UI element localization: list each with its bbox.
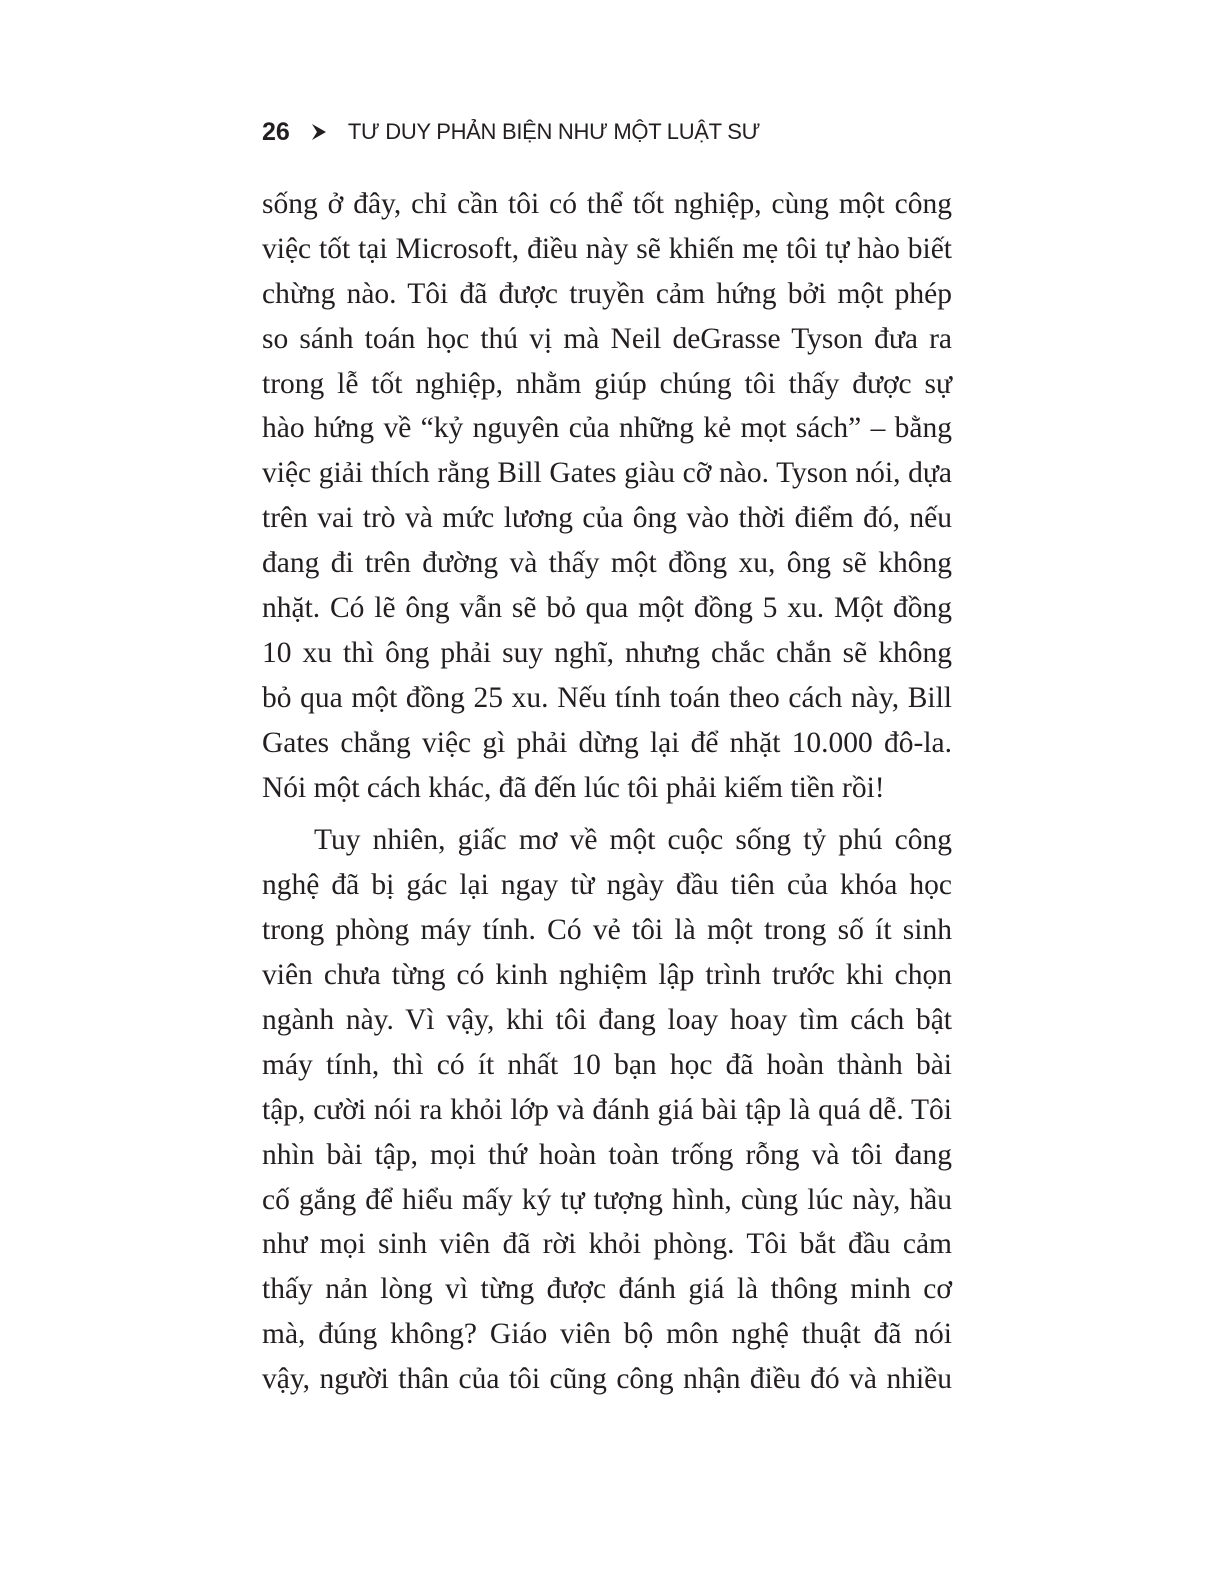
- text-line: 10 xu thì ông phải suy nghĩ, nhưng chắc chắn sẽ không: [262, 636, 952, 669]
- paragraph-gap: [262, 810, 952, 818]
- page-number: 26: [262, 117, 290, 146]
- book-title: TƯ DUY PHẢN BIỆN NHƯ MỘT LUẬT SƯ: [347, 119, 761, 144]
- text-line: nhìn bài tập, mọi thứ hoàn toàn trống rỗng và tôi đang: [262, 1138, 952, 1171]
- running-header: [262, 114, 760, 150]
- text-line: nghệ đã bị gác lại ngay từ ngày đầu tiên của khóa học: [262, 869, 952, 902]
- text-line: máy tính, thì có ít nhất 10 bạn học đã hoàn thành bài: [262, 1048, 952, 1081]
- text-line: tập, cười nói ra khỏi lớp và đánh giá bài tập là quá dễ. Tôi: [262, 1093, 952, 1126]
- text-line: hào hứng về “kỷ nguyên của những kẻ mọt sách” – bằng: [262, 412, 952, 445]
- body-text: [262, 182, 952, 1402]
- text-line: Nói một cách khác, đã đến lúc tôi phải kiếm tiền rồi!: [262, 771, 885, 804]
- text-line: trong lễ tốt nghiệp, nhằm giúp chúng tôi thấy được sự: [262, 367, 952, 400]
- text-line: trong phòng máy tính. Có vẻ tôi là một trong số ít sinh: [262, 914, 952, 947]
- text-line: mà, đúng không? Giáo viên bộ môn nghệ thuật đã nói: [262, 1318, 952, 1351]
- text-line: so sánh toán học thú vị mà Neil deGrasse Tyson đưa ra: [262, 322, 952, 355]
- text-line: bỏ qua một đồng 25 xu. Nếu tính toán theo cách này, Bill: [262, 681, 952, 714]
- text-line: cố gắng để hiểu mấy ký tự tượng hình, cùng lúc này, hầu: [262, 1183, 952, 1216]
- text-line: viên chưa từng có kinh nghiệm lập trình trước khi chọn: [262, 959, 952, 992]
- text-line: chừng nào. Tôi đã được truyền cảm hứng bởi một phép: [262, 277, 952, 310]
- text-line: thấy nản lòng vì từng được đánh giá là thông minh cơ: [262, 1273, 952, 1306]
- text-line: đang đi trên đường và thấy một đồng xu, ông sẽ không: [262, 547, 952, 580]
- arrow-right-icon: [312, 124, 326, 140]
- text-line: trên vai trò và mức lương của ông vào thời điểm đó, nếu: [262, 502, 952, 535]
- text-line: ngành này. Vì vậy, khi tôi đang loay hoay tìm cách bật: [262, 1004, 952, 1037]
- text-line: nhặt. Có lẽ ông vẫn sẽ bỏ qua một đồng 5 xu. Một đồng: [262, 592, 952, 625]
- paragraph-2: [262, 818, 952, 1402]
- text-line: như mọi sinh viên đã rời khỏi phòng. Tôi bắt đầu cảm: [262, 1228, 952, 1261]
- text-line: vậy, người thân của tôi cũng công nhận điều đó và nhiều: [262, 1363, 952, 1396]
- text-line: sống ở đây, chỉ cần tôi có thể tốt nghiệp, cùng một công: [262, 188, 952, 220]
- text-line: việc tốt tại Microsoft, điều này sẽ khiến mẹ tôi tự hào biết: [262, 232, 952, 265]
- paragraph-1: [262, 182, 952, 810]
- text-line: Gates chẳng việc gì phải dừng lại để nhặt 10.000 đô-la.: [262, 726, 952, 759]
- text-line: việc giải thích rằng Bill Gates giàu cỡ nào. Tyson nói, dựa: [262, 457, 952, 490]
- text-line: Tuy nhiên, giấc mơ về một cuộc sống tỷ phú công: [314, 824, 952, 857]
